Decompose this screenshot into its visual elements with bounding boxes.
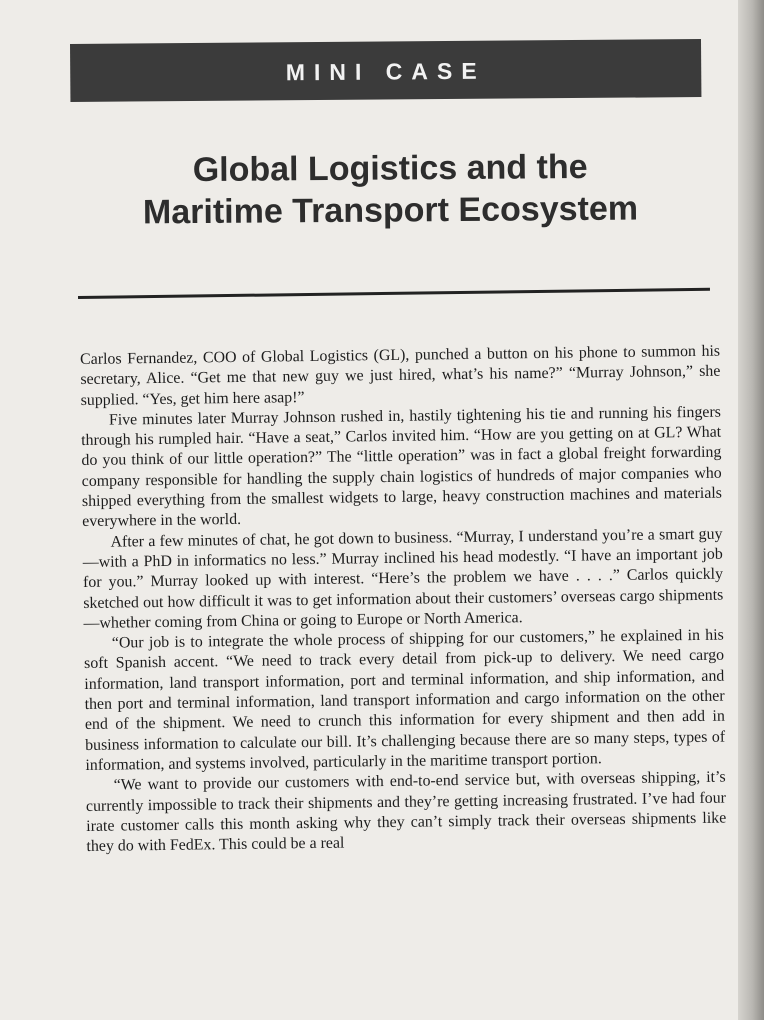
mini-case-banner: [70, 39, 701, 102]
section-label: MINI CASE: [285, 57, 486, 85]
book-spine-shadow: [738, 0, 764, 1020]
case-title: [70, 145, 711, 234]
paragraph: After a few minutes of chat, he got down to business. “Murray, I understand you’re a smart guy—with a PhD in informatics no less.” Murray inclined his head modestly. “I have an important job for you.” Murray looked up with interest. “Here’s the problem we have . . . .” Carlos quickly sketched out how difficult it was to get information about their customers’ overseas cargo shipments—whether coming from China or going to Europe or North America.: [82, 525, 724, 632]
paragraph: Carlos Fernandez, COO of Global Logistics (GL), punched a button on his phone to summon his secretary, Alice. “Get me that new guy we just hired, what’s his name?” “Murray Johnson,” she supplied. “Yes, get him here asap!”: [80, 342, 721, 409]
case-title-line-1: Global Logistics and the: [192, 147, 588, 190]
paragraph: Five minutes later Murray Johnson rushed in, hastily tightening his tie and running his fingers through his rumpled hair. “Have a seat,” Carlos invited him. “How are you getting on at GL? What do you think of our little operation?” The “little operation” was in fact a global freight forwarding company responsible for handling the supply chain logistics of hundreds of major companies who shipped everything from the smallest widgets to large, heavy construction machines and materials everywhere in the world.: [81, 403, 723, 531]
case-title-line-2: Maritime Transport Ecosystem: [142, 189, 639, 232]
paragraph: “Our job is to integrate the whole process of shipping for our customers,” he explained in his soft Spanish accent. “We need to track every detail from pick-up to delivery. We need cargo information, land transport information, port and terminal information, and ship information, and then port and terminal information, land transport information and cargo information on the other end of the shipment. We need to crunch this information for every shipment and then add in business information to calculate our bill. It’s challenging because there are so many steps, types of information, and systems involved, particularly in the maritime transport portion.: [83, 626, 726, 774]
case-body-text: [80, 342, 727, 858]
title-divider: [78, 288, 710, 299]
paragraph: “We want to provide our customers with end-to-end service but, with overseas shipping, it’s currently impossible to track their shipments and they’re getting increasing frustrated. I’ve had four irate customer calls this month asking why they can’t simply track their overseas shipments like they do with FedEx. This could be a real: [85, 768, 727, 856]
